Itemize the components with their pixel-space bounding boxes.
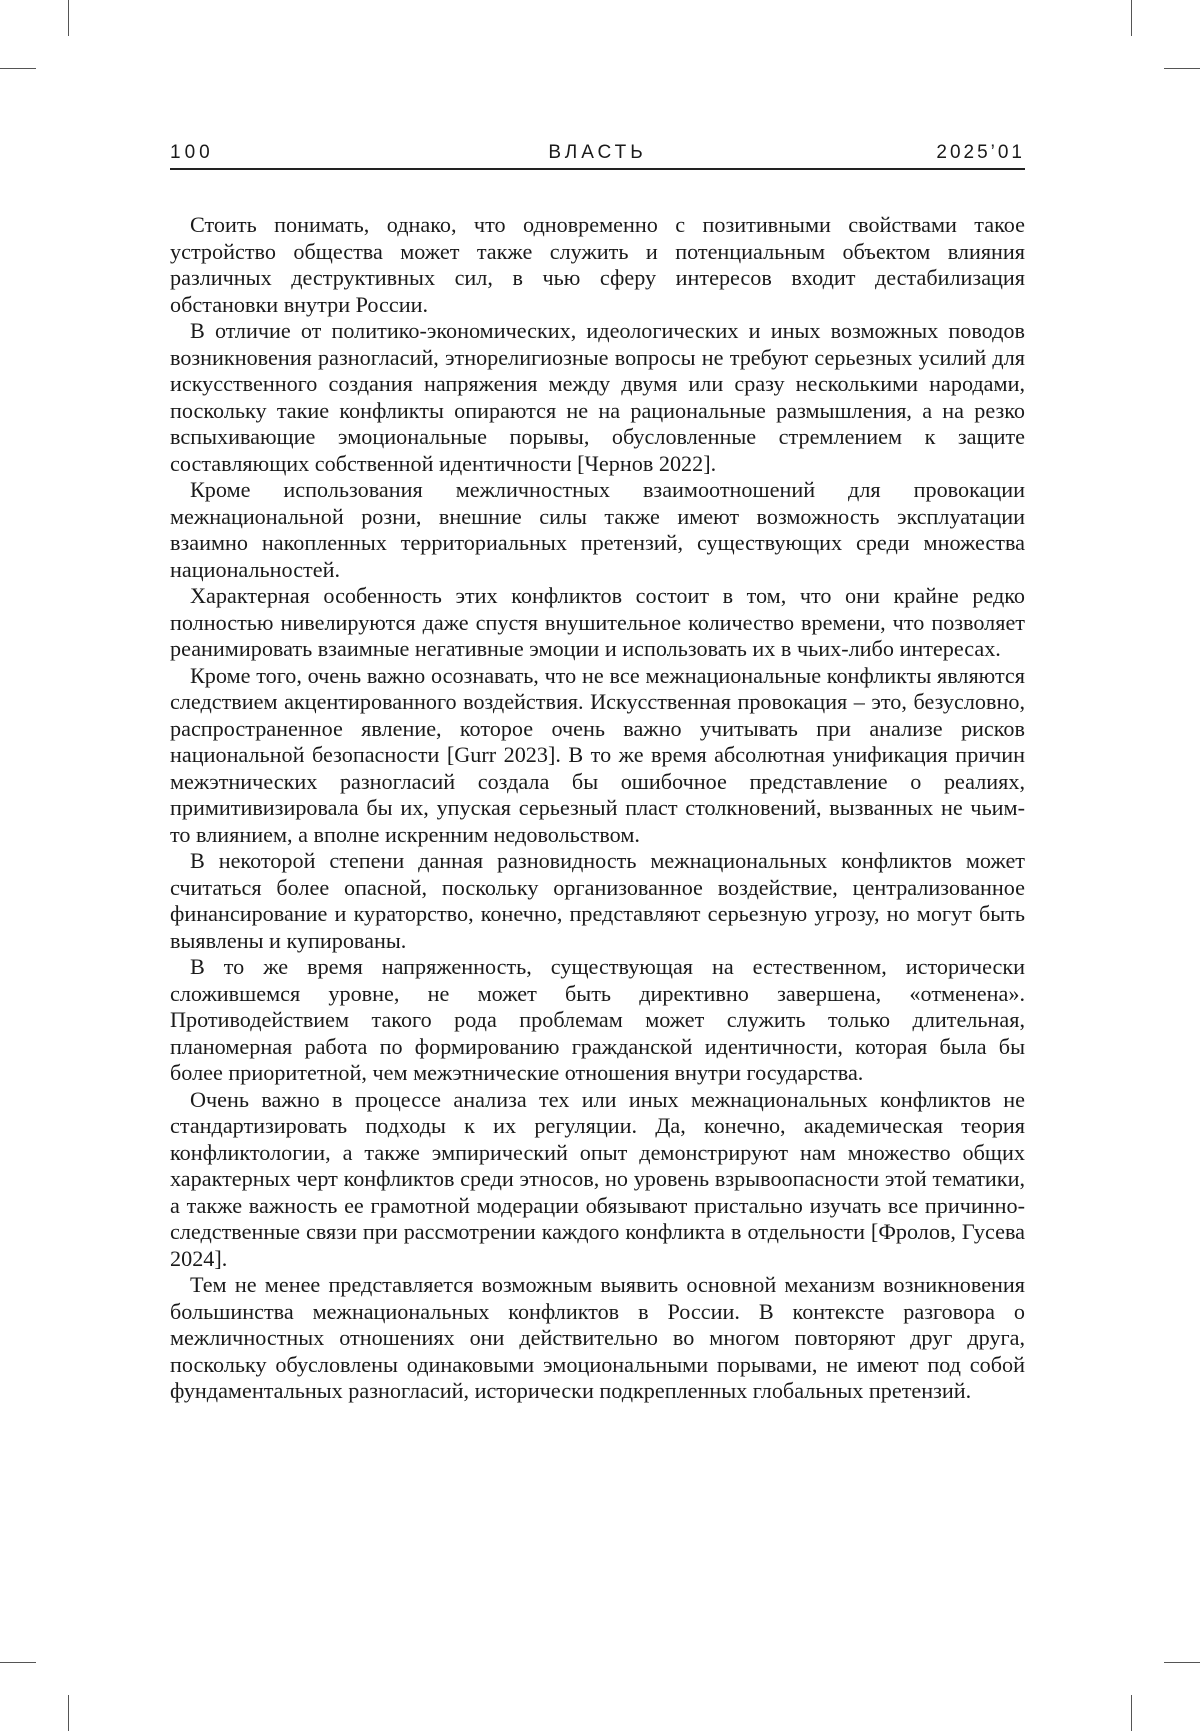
crop-mark-top-left-h xyxy=(0,68,36,69)
paragraph: Тем не менее представляется возможным выявить основной механизм возникновения большинства межнациональных конфликтов в России. В контексте разговора о межличностных отношениях они действительно во многом повторяют друг друга, поскольку обусловлены одинаковыми эмоциональными порывами, не имеют под собой фундаментальных разногласий, исторически подкрепленных глобальных претензий. xyxy=(170,1272,1025,1403)
crop-mark-bottom-left-h xyxy=(0,1662,36,1663)
paragraph: В отличие от политико-экономических, идеологических и иных возможных поводов возникновения разногласий, этнорелигиозные вопросы не требуют серьезных усилий для искусственного создания напряжения между двумя или сразу несколькими народами, поскольку такие конфликты опираются не на рациональные размышления, а на резко вспыхивающие эмоциональные порывы, обусловленные стремлением к защите составляющих собственной идентичности [Чернов 2022]. xyxy=(170,318,1025,476)
article-body xyxy=(170,212,1025,1405)
paragraph: В то же время напряженность, существующая на естественном, исторически сложившемся уровне, не может быть директивно завершена, «отменена». Противодействием такого рода проблемам может служить только длительная, планомерная работа по формированию гражданской идентичности, которая была бы более приоритетной, чем межэтнические отношения внутри государства. xyxy=(170,954,1025,1085)
crop-mark-top-right xyxy=(1131,0,1132,36)
paragraph: В некоторой степени данная разновидность межнациональных конфликтов может считаться более опасной, поскольку организованное воздействие, централизованное финансирование и кураторство, конечно, представляют серьезную угрозу, но могут быть выявлены и купированы. xyxy=(170,848,1025,953)
paragraph: Кроме того, очень важно осознавать, что не все межнациональные конфликты являются следствием акцентированного воздействия. Искусственная провокация – это, безусловно, распространенное явление, которое очень важно учитывать при анализе рисков национальной безопасности [Gurr 2023]. В то же время абсолютная унификация причин межэтнических разногласий создала бы ошибочное представление о реалиях, примитивизировала бы их, упуская серьезный пласт столкновений, вызванных не чьим-то влиянием, а вполне искренним недовольством. xyxy=(170,662,1025,847)
crop-mark-top-left xyxy=(68,0,69,36)
paragraph: Кроме использования межличностных взаимоотношений для провокации межнациональной розни, внешние силы также имеют возможность эксплуатации взаимно накопленных территориальных претензий, существующих среди множества национальностей. xyxy=(170,477,1025,582)
running-header xyxy=(170,140,1025,170)
crop-mark-bottom-right xyxy=(1131,1695,1132,1731)
paragraph: Стоить понимать, однако, что одновременно с позитивными свойствами такое устройство общества может также служить и потенциальным объектом влияния различных деструктивных сил, в чью сферу интересов входит дестабилизация обстановки внутри России. xyxy=(170,212,1025,317)
paragraph: Очень важно в процессе анализа тех или иных межнациональных конфликтов не стандартизировать подходы к их регуляции. Да, конечно, академическая теория конфликтологии, а также эмпирический опыт демонстрируют нам множество общих характерных черт конфликтов среди этносов, но уровень взрывоопасности этой тематики, а также важность ее грамотной модерации обязывают пристально изучать все причинно-следственные связи при рассмотрении каждого конфликта в отдельности [Фролов, Гусева 2024]. xyxy=(170,1086,1025,1271)
crop-mark-bottom-right-h xyxy=(1164,1662,1200,1663)
crop-mark-top-right-h xyxy=(1164,68,1200,69)
crop-mark-bottom-left xyxy=(68,1695,69,1731)
page-number: 100 xyxy=(170,142,214,163)
paragraph: Характерная особенность этих конфликтов состоит в том, что они крайне редко полностью нивелируются даже спустя внушительное количество времени, что позволяет реанимировать взаимные негативные эмоции и использовать их в чьих-либо интересах. xyxy=(170,583,1025,661)
journal-title: ВЛАСТЬ xyxy=(548,142,647,163)
issue-number: 2025’01 xyxy=(936,142,1025,163)
